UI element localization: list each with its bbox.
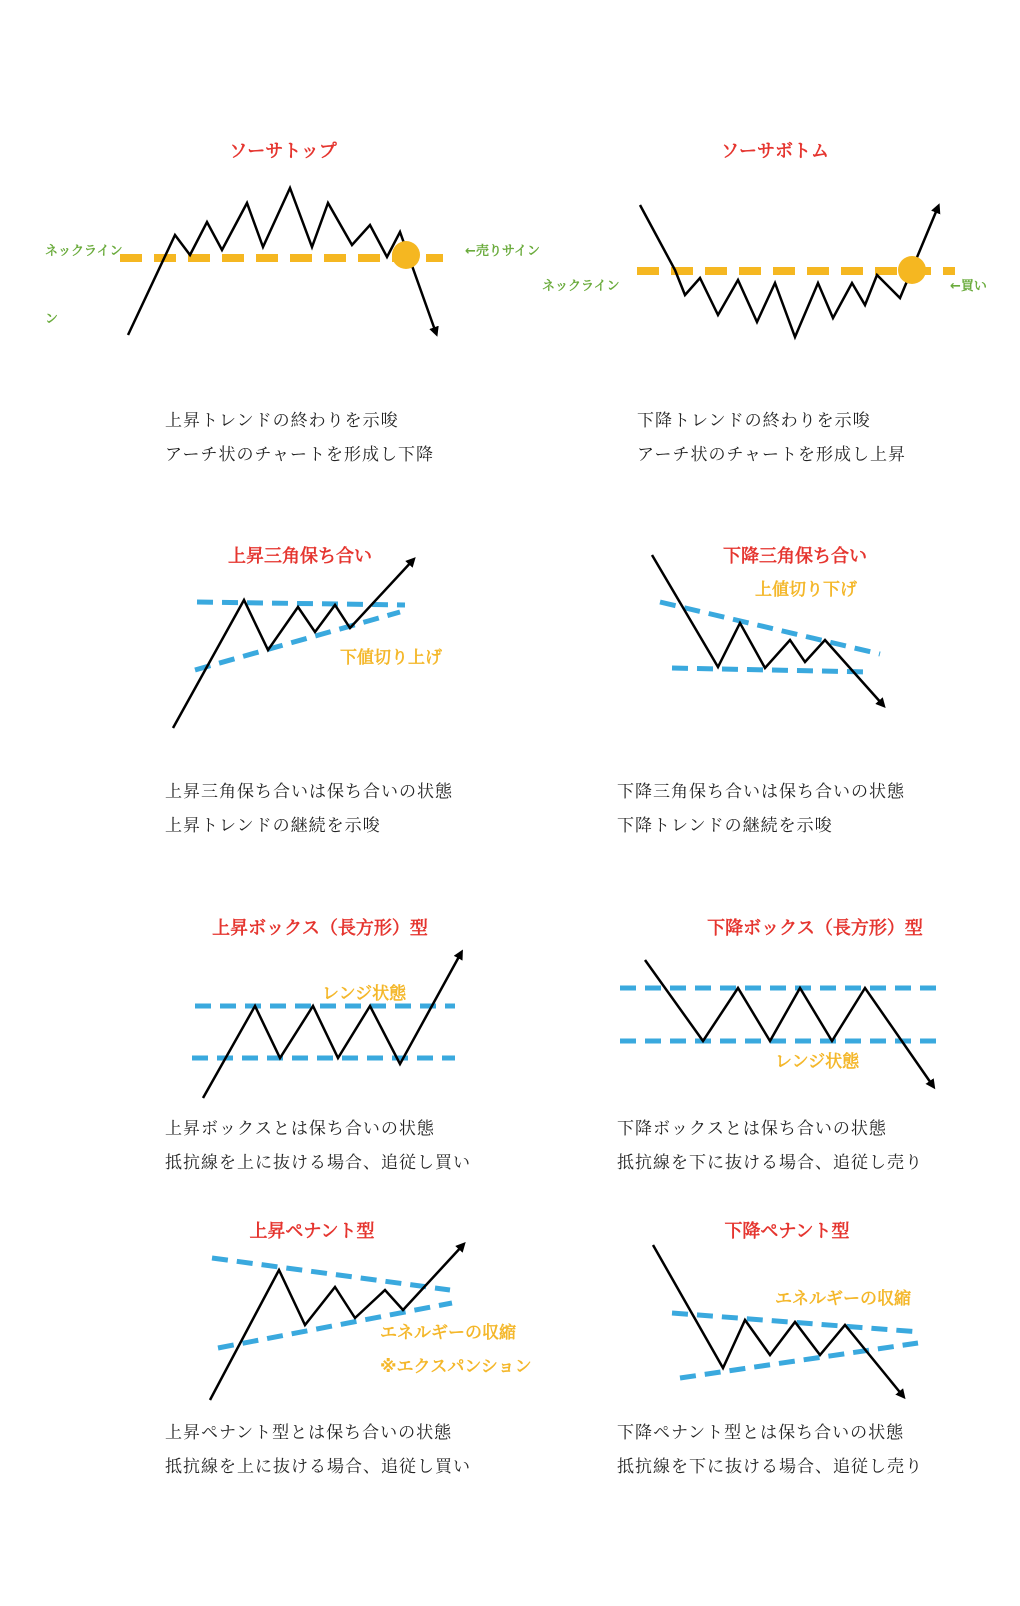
description-line: 抵抗線を下に抜ける場合、追従し売り (617, 1153, 923, 1173)
energy-contraction-label: エネルギーの収縮 (380, 1323, 516, 1343)
description-line: 抵抗線を上に抜ける場合、追従し買い (165, 1153, 471, 1173)
panel-saucer-bottom (542, 141, 987, 465)
range-label: レンジ状態 (775, 1052, 860, 1072)
support-line (680, 1343, 918, 1378)
description-line: 下降ペナント型とは保ち合いの状態 (617, 1423, 905, 1443)
panel-ascending-box (165, 917, 471, 1173)
panel-title: 下降ボックス（長方形）型 (707, 918, 923, 939)
support-line (672, 668, 870, 672)
description-line: 上昇トレンドの継続を示唆 (165, 816, 381, 836)
panel-descending-pennant (617, 1220, 923, 1477)
buy-signal-label: ←買い (950, 279, 987, 294)
sell-signal-marker (392, 241, 420, 269)
description-line: 下降トレンドの終わりを示唆 (637, 411, 871, 431)
panel-title: 下降三角保ち合い (723, 546, 867, 567)
panel-title: 上昇三角保ち合い (228, 546, 372, 567)
energy-contraction-label: エネルギーの収縮 (775, 1289, 911, 1309)
expansion-label: ※エクスパンション (380, 1357, 532, 1377)
description-line: 抵抗線を下に抜ける場合、追従し売り (617, 1457, 923, 1477)
buy-signal-marker (898, 256, 926, 284)
description-line: 上昇ペナント型とは保ち合いの状態 (165, 1423, 453, 1443)
description-line: 下降ボックスとは保ち合いの状態 (617, 1119, 887, 1139)
panel-title: 上昇ボックス（長方形）型 (212, 918, 428, 939)
resistance-line (212, 1258, 450, 1290)
description-line: 下降トレンドの継続を示唆 (617, 816, 833, 836)
description-line: 下降三角保ち合いは保ち合いの状態 (617, 782, 905, 802)
description-line: 上昇ボックスとは保ち合いの状態 (165, 1119, 435, 1139)
panel-title: ソーサボトム (721, 141, 829, 162)
resistance-line (660, 602, 880, 654)
panel-saucer-top (45, 141, 540, 465)
description-line: 上昇三角保ち合いは保ち合いの状態 (165, 782, 453, 802)
panel-title: ソーサトップ (229, 141, 337, 162)
panel-descending-box (617, 917, 940, 1173)
fragment-label: ン (45, 312, 59, 327)
description-line: アーチ状のチャートを形成し下降 (165, 445, 434, 465)
sell-signal-label: ←売りサイン (465, 244, 540, 259)
range-label: レンジ状態 (322, 984, 407, 1004)
panel-title: 下降ペナント型 (724, 1221, 850, 1242)
panel-ascending-triangle (165, 545, 453, 836)
price-line (203, 953, 461, 1098)
panel-ascending-pennant (165, 1220, 532, 1477)
panel-descending-triangle (617, 545, 905, 836)
neckline-label: ネックライン (45, 244, 123, 259)
neckline-label: ネックライン (542, 279, 620, 294)
description-line: アーチ状のチャートを形成し上昇 (637, 445, 906, 465)
price-line (652, 555, 883, 705)
description-line: 抵抗線を上に抜ける場合、追従し買い (165, 1457, 471, 1477)
panel-title: 上昇ペナント型 (249, 1221, 375, 1242)
description-line: 上昇トレンドの終わりを示唆 (165, 411, 399, 431)
higher-lows-label: 下値切り上げ (340, 648, 442, 668)
lower-highs-label: 上値切り下げ (755, 580, 857, 600)
